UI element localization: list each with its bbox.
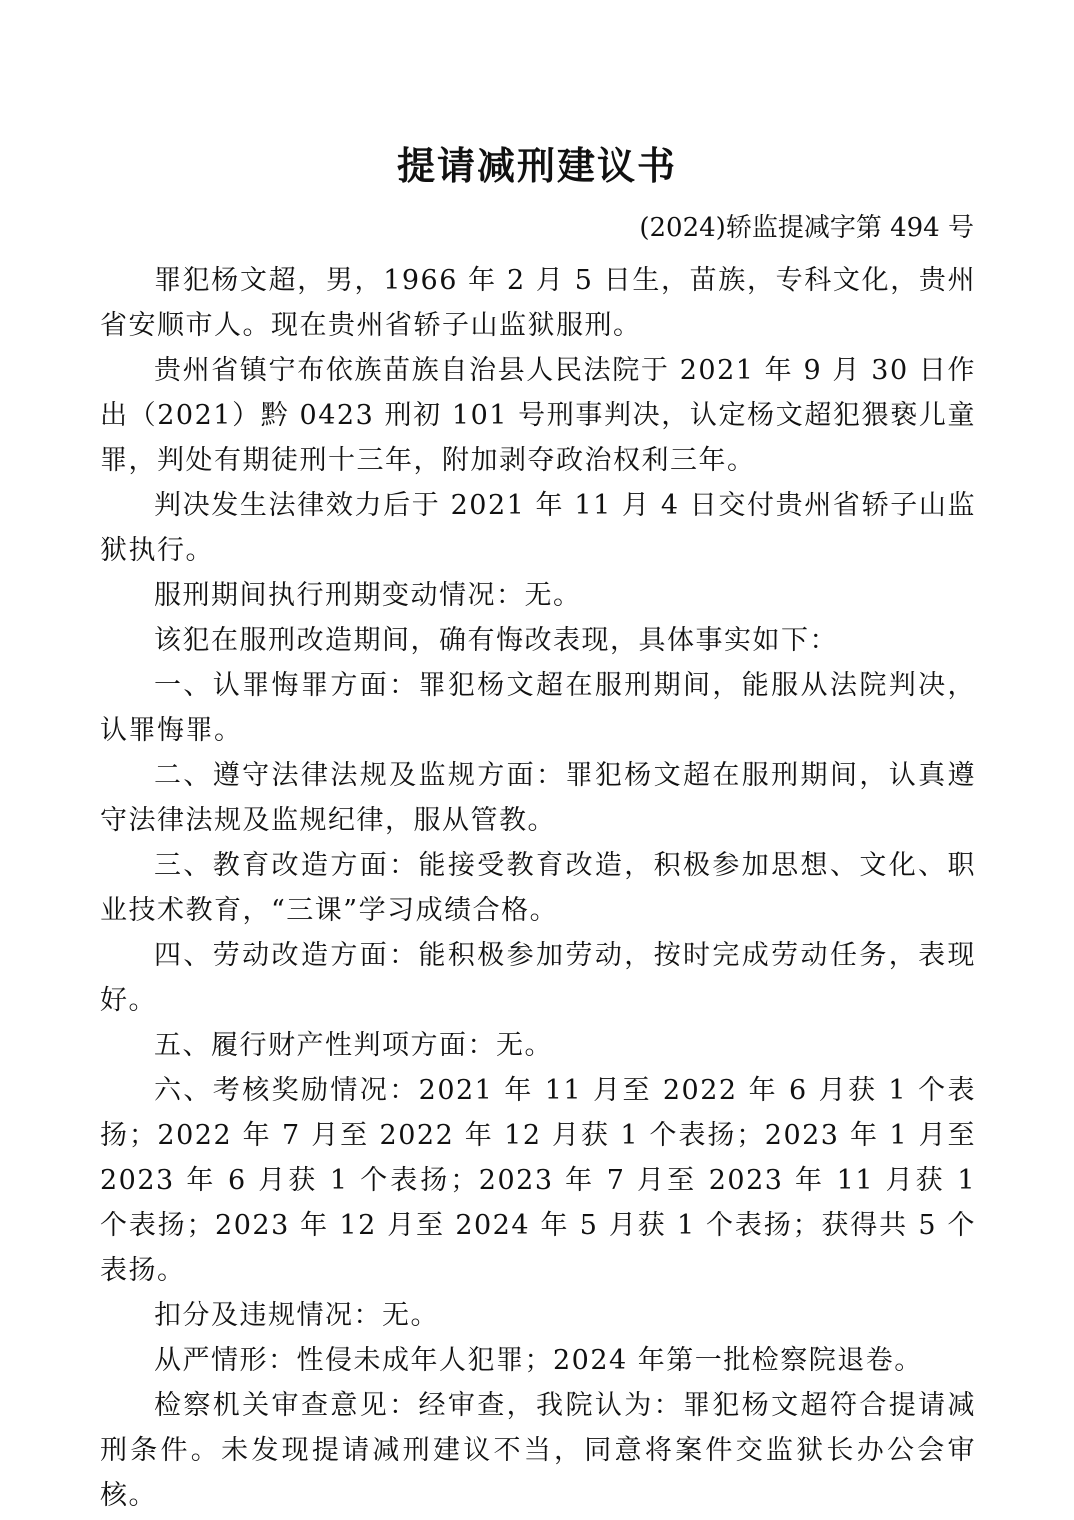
document-body [100,258,976,1518]
document-title: 提请减刑建议书 [396,144,677,188]
paragraph-strict-circumstances: 从严情形：性侵未成年人犯罪；2024 年第一批检察院退卷。 [154,1345,923,1376]
paragraph-rewards: 六、考核奖励情况：2021 年 11 月至 2022 年 6 月获 1 个表扬；2022 年 7 月至 2022 年 12 月获 1 个表扬；2023 年 1 月至 2023 年 6 月获 1 个表扬；2023 年 7 月至 2023 年 11 月获 1 个表扬；2023 年 12 月至 2024 年 5 月获 1 个表扬；获得共 5 个表扬。 [100,1075,976,1286]
document-number: (2024)轿监提减字第 494 号 [639,213,974,243]
paragraph-judgment: 贵州省镇宁布依族苗族自治县人民法院于 2021 年 9 月 30 日作出（2021）黔 0423 刑初 101 号刑事判决，认定杨文超犯猥亵儿童罪，判处有期徒刑十三年，附加剥夺政治权利三年。 [100,355,976,476]
paragraph-violations: 扣分及违规情况：无。 [154,1300,439,1331]
paragraph-property: 五、履行财产性判项方面：无。 [154,1030,553,1061]
paragraph-labor: 四、劳动改造方面：能积极参加劳动，按时完成劳动任务，表现好。 [100,940,976,1016]
paragraph-prisoner-info: 罪犯杨文超，男，1966 年 2 月 5 日生，苗族，专科文化，贵州省安顺市人。现在贵州省轿子山监狱服刑。 [100,265,976,341]
paragraph-repentance: 一、认罪悔罪方面：罪犯杨文超在服刑期间，能服从法院判决，认罪悔罪。 [100,670,976,746]
paragraph-sentence-change: 服刑期间执行刑期变动情况：无。 [154,580,582,611]
paragraph-procuratorate-opinion: 检察机关审查意见：经审查，我院认为：罪犯杨文超符合提请减刑条件。未发现提请减刑建议不当，同意将案件交监狱长办公会审核。 [100,1390,976,1511]
paragraph-law-compliance: 二、遵守法律法规及监规方面：罪犯杨文超在服刑期间，认真遵守法律法规及监规纪律，服从管教。 [100,760,976,836]
paragraph-education: 三、教育改造方面：能接受教育改造，积极参加思想、文化、职业技术教育，“三课”学习成绩合格。 [100,850,976,926]
paragraph-execution: 判决发生法律效力后于 2021 年 11 月 4 日交付贵州省轿子山监狱执行。 [100,490,976,566]
paragraph-facts-intro: 该犯在服刑改造期间，确有悔改表现，具体事实如下： [154,625,838,656]
